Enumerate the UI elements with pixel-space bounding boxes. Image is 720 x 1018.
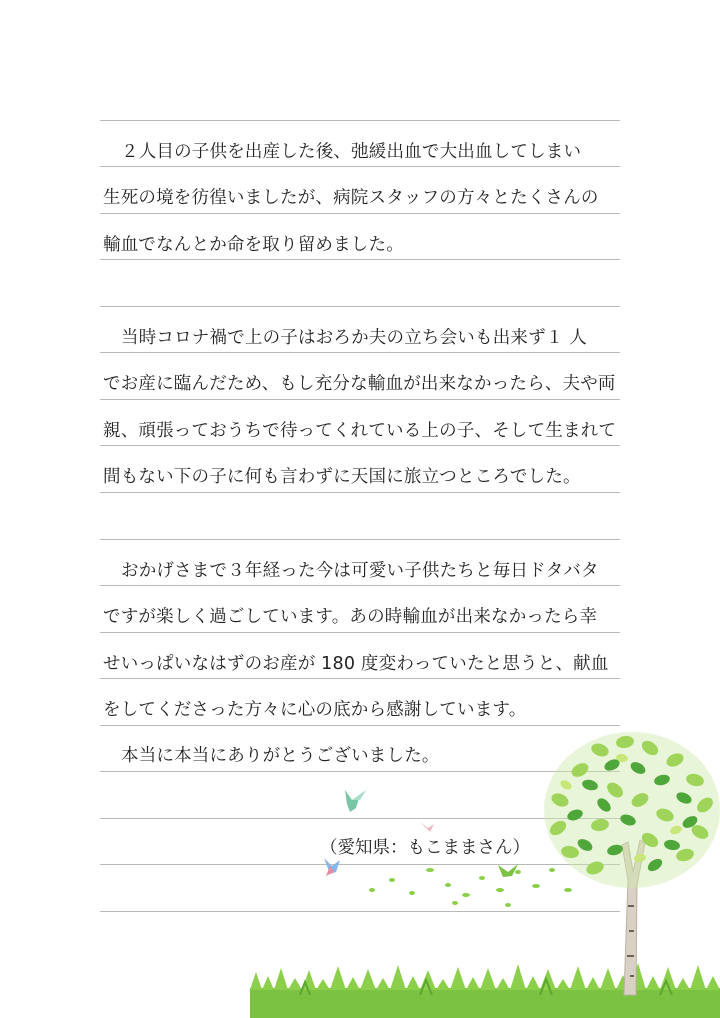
- tree-canopy: [544, 732, 720, 888]
- paragraph-1-line-1: ２人目の子供を出産した後、弛緩出血で大出血してしまい: [121, 142, 582, 162]
- paragraph-3-line-2: ですが楽しく過ごしています。あの時輸血が出来なかったら幸: [103, 607, 598, 627]
- bird-icon: [324, 858, 340, 876]
- paragraph-1-line-3: 輸血でなんとか命を取り留めました。: [103, 235, 404, 255]
- bird-icon: [345, 790, 366, 812]
- paragraph-3-line-1: おかげさまで３年経った今は可愛い子供たちと毎日ドタバタ: [121, 561, 599, 581]
- paragraph-3-line-3: せいっぱいなはずのお産が 180 度変わっていたと思うと、献血: [103, 654, 609, 674]
- bird-icon: [420, 822, 434, 832]
- paragraph-2-line-1: 当時コロナ禍で上の子はおろか夫の立ち会いも出来ず１ 人: [121, 328, 587, 348]
- paragraph-3-line-5: 本当に本当にありがとうございました。: [121, 746, 440, 766]
- falling-leaves: [369, 868, 572, 907]
- grass-strip: [250, 963, 720, 1018]
- paragraph-2-line-3: 親、頑張っておうちで待ってくれている上の子、そして生まれて: [103, 421, 617, 441]
- bird-icon: [498, 864, 518, 877]
- paragraph-2-line-2: でお産に臨んだため、もし充分な輸血が出来なかったら、夫や両: [103, 374, 616, 394]
- paragraph-3-line-4: をしてくださった方々に心の底から感謝しています。: [103, 700, 527, 720]
- paragraph-2-line-4: 間もない下の子に何も言わずに天国に旅立つところでした。: [103, 467, 581, 487]
- author-signature: （愛知県：もこままさん）: [320, 838, 530, 858]
- paragraph-1-line-2: 生死の境を彷徨いましたが、病院スタッフの方々とたくさんの: [103, 188, 599, 208]
